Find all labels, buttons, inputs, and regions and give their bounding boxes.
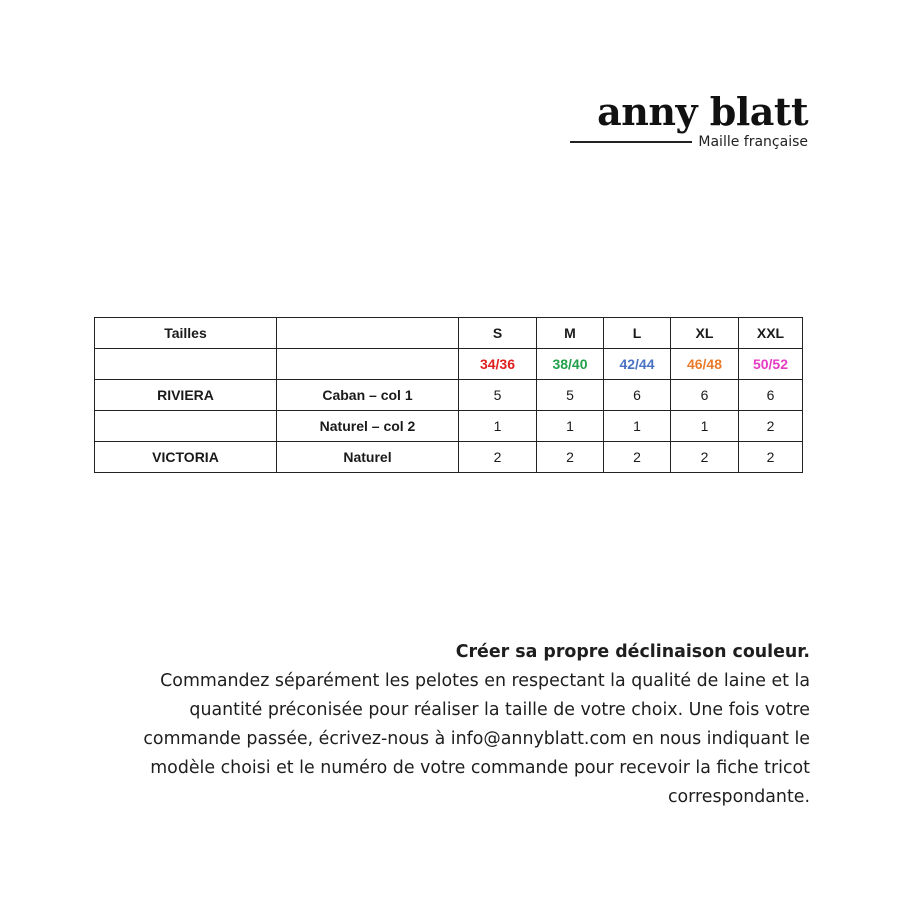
size-range-xxl: 50/52 [739, 349, 803, 380]
variant-name: Caban – col 1 [277, 380, 459, 411]
quantity-cell: 6 [671, 380, 739, 411]
size-header-m: M [537, 318, 604, 349]
info-line: quantité préconisée pour réaliser la taille de votre choix. Une fois votre [189, 700, 810, 720]
size-table [94, 317, 803, 473]
quantity-cell: 1 [604, 411, 671, 442]
table-row [95, 411, 803, 442]
table-row [95, 380, 803, 411]
size-header-xxl: XXL [739, 318, 803, 349]
quantity-cell: 1 [537, 411, 604, 442]
size-range-l: 42/44 [604, 349, 671, 380]
variant-name: Naturel – col 2 [277, 411, 459, 442]
size-header-l: L [604, 318, 671, 349]
info-title: Créer sa propre déclinaison couleur. [455, 642, 810, 662]
quantity-cell: 6 [739, 380, 803, 411]
brand-logo [548, 89, 808, 150]
logo-tagline: Maille française [698, 134, 808, 150]
quantity-cell: 2 [459, 442, 537, 473]
size-range-m: 38/40 [537, 349, 604, 380]
info-line: commande passée, écrivez-nous à info@annyblatt.com en nous indiquant le [143, 729, 810, 749]
quantity-cell: 2 [604, 442, 671, 473]
empty-cell [277, 318, 459, 349]
info-line: modèle choisi et le numéro de votre commande pour recevoir la fiche tricot [150, 758, 810, 778]
quantity-cell: 2 [537, 442, 604, 473]
model-name: VICTORIA [95, 442, 277, 473]
empty-cell [277, 349, 459, 380]
quantity-cell: 6 [604, 380, 671, 411]
quantity-cell: 1 [671, 411, 739, 442]
table-header-row [95, 318, 803, 349]
logo-tagline-row [548, 134, 808, 150]
table-row [95, 442, 803, 473]
model-name [95, 411, 277, 442]
logo-wordmark: anny blatt [597, 89, 808, 134]
info-line: Commandez séparément les pelotes en respectant la qualité de laine et la [160, 671, 810, 691]
info-paragraph [90, 638, 810, 812]
quantity-cell: 5 [537, 380, 604, 411]
size-range-xl: 46/48 [671, 349, 739, 380]
quantity-cell: 2 [739, 442, 803, 473]
empty-cell [95, 349, 277, 380]
info-line: correspondante. [667, 787, 810, 807]
quantity-cell: 2 [671, 442, 739, 473]
model-name: RIVIERA [95, 380, 277, 411]
size-range-s: 34/36 [459, 349, 537, 380]
quantity-cell: 1 [459, 411, 537, 442]
logo-underline [570, 141, 692, 143]
table-range-row [95, 349, 803, 380]
tailles-header: Tailles [95, 318, 277, 349]
variant-name: Naturel [277, 442, 459, 473]
size-header-s: S [459, 318, 537, 349]
size-header-xl: XL [671, 318, 739, 349]
quantity-cell: 2 [739, 411, 803, 442]
quantity-cell: 5 [459, 380, 537, 411]
